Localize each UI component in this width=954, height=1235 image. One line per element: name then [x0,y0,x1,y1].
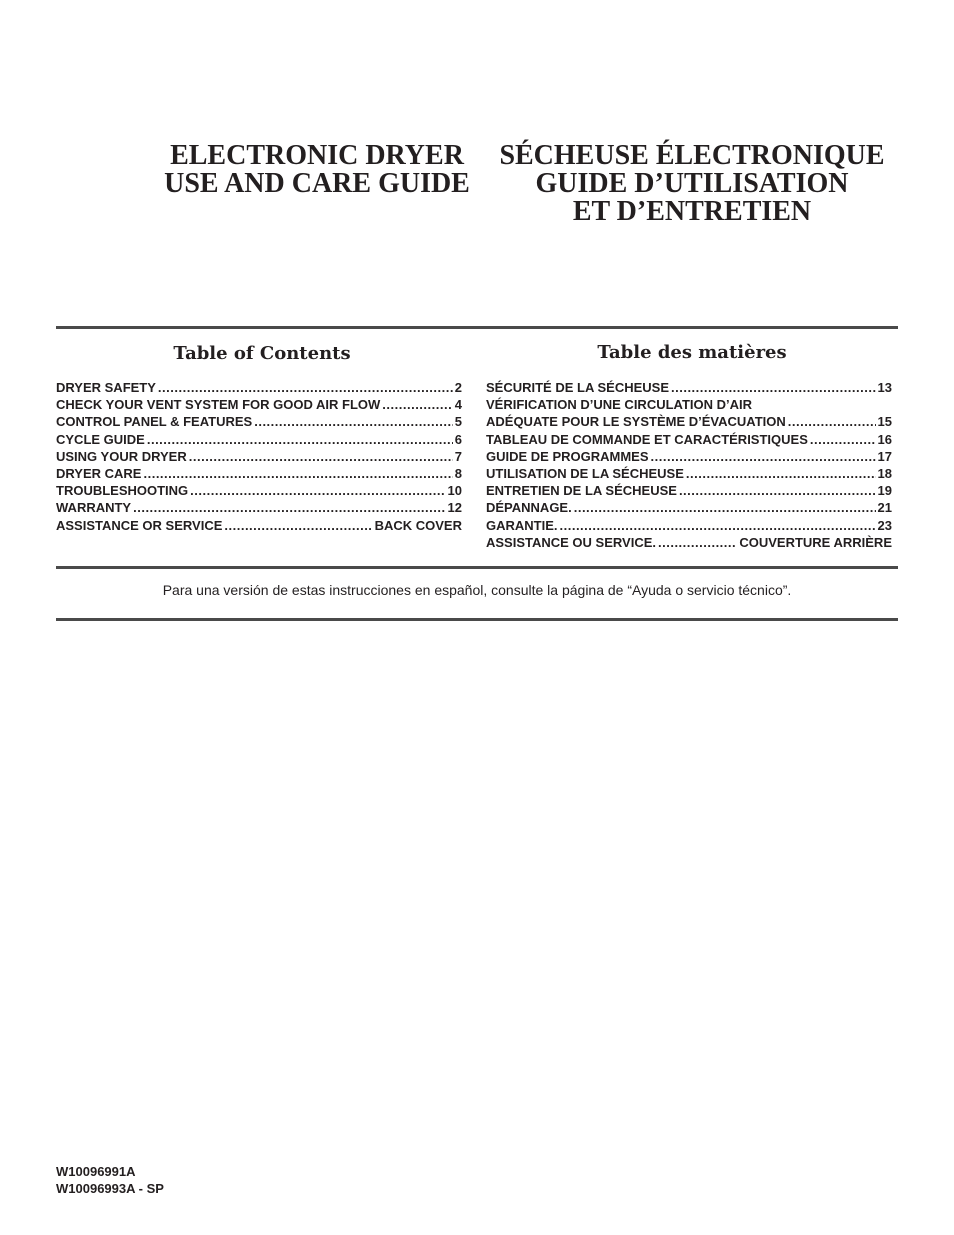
toc-item-page: 13 [877,380,892,395]
part-numbers [56,1163,164,1197]
toc-item[interactable] [486,482,892,499]
part-number-spanish: W10096993A - SP [56,1181,164,1196]
title-french-line-3: ET D’ENTRETIEN [572,196,812,227]
part-number-english-french: W10096991A [56,1164,136,1179]
toc-heading-english: Table of Contents [173,343,351,364]
toc-dot-leader [574,499,876,516]
toc-item-page: 16 [877,431,892,447]
toc-item-page: 8 [454,465,462,481]
toc-dot-leader [686,465,876,482]
toc-item-label: ENTRETIEN DE LA SÉCHEUSE [486,483,677,499]
toc-item-page: 12 [447,500,462,516]
toc-item[interactable] [486,379,892,396]
toc-item-label: WARRANTY [56,500,132,516]
toc-item-page: COUVERTURE ARRIÈRE [739,534,892,550]
toc-item[interactable] [56,465,462,482]
toc-item[interactable] [56,396,462,413]
toc-dot-leader [810,431,876,448]
toc-dot-leader [651,448,876,465]
title-english-line-2: USE AND CARE GUIDE [164,168,470,199]
toc-item[interactable] [56,431,462,448]
toc-item[interactable] [56,482,462,499]
divider-top [56,326,898,329]
toc-item-label: GARANTIE. [486,517,558,533]
toc-item-page: 5 [454,414,462,430]
toc-item-page: 18 [877,465,892,481]
toc-item-label: DRYER SAFETY [56,380,156,395]
toc-item[interactable] [486,499,892,516]
title-french-line-1: SÉCHEUSE ÉLECTRONIQUE [499,140,885,171]
toc-dot-leader [133,499,445,516]
toc-dot-leader [679,482,876,499]
toc-item-label: VÉRIFICATION D’UNE CIRCULATION D’AIR [486,397,753,413]
toc-item-label: TABLEAU DE COMMANDE ET CARACTÉRISTIQUES [486,431,808,447]
toc-item[interactable] [486,465,892,482]
toc-item-label: TROUBLESHOOTING [56,483,189,499]
toc-list-english [56,379,462,534]
toc-item[interactable] [56,379,462,396]
toc-item-page: 7 [454,448,462,464]
toc-item[interactable] [56,413,462,430]
toc-item-label: DÉPANNAGE. [486,500,572,516]
toc-item[interactable] [486,413,892,430]
toc-dot-leader [147,431,453,448]
toc-item-page: 10 [447,483,462,499]
toc-item-label: GUIDE DE PROGRAMMES [486,448,649,464]
toc-item-page: 23 [877,517,892,533]
toc-item[interactable] [486,517,892,534]
toc-item-page: 17 [877,448,892,464]
toc-item-label: USING YOUR DRYER [56,448,187,464]
toc-item-label: CHECK YOUR VENT SYSTEM FOR GOOD AIR FLOW [56,397,381,413]
title-french-line-2: GUIDE D’UTILISATION [535,168,849,199]
toc-dot-leader [224,517,372,534]
toc-item-page: 2 [454,380,462,395]
toc-item-page: BACK COVER [374,517,462,533]
toc-dot-leader [190,482,445,499]
toc-dot-leader [671,379,876,396]
title-english-line-1: ELECTRONIC DRYER [170,140,464,171]
toc-item-label: ASSISTANCE OU SERVICE. [486,534,656,550]
toc-item-label: DRYER CARE [56,465,142,481]
toc-item-label: CYCLE GUIDE [56,431,145,447]
toc-item[interactable] [486,431,892,448]
toc-item[interactable] [56,517,462,534]
toc-dot-leader [189,448,453,465]
toc-list-french [486,379,892,551]
toc-dot-leader [382,396,452,413]
toc-item-label: CONTROL PANEL & FEATURES [56,414,253,430]
toc-item-label: ADÉQUATE POUR LE SYSTÈME D’ÉVACUATION [486,414,786,430]
toc-item-continued[interactable] [486,396,892,413]
toc-dot-leader [158,379,453,396]
toc-item[interactable] [56,499,462,516]
toc-item[interactable] [486,534,892,551]
toc-item-page: 15 [877,414,892,430]
toc-item[interactable] [486,448,892,465]
spanish-version-note: Para una versión de estas instrucciones en español, consulte la página de “Ayuda o servicio técnico”. [162,582,792,598]
divider-middle [56,566,898,569]
toc-item-label: ASSISTANCE OR SERVICE [56,517,223,533]
toc-item-page: 21 [877,500,892,516]
toc-dot-leader [658,534,737,551]
toc-dot-leader [254,413,453,430]
toc-item-page: 6 [454,431,462,447]
toc-item-label: UTILISATION DE LA SÉCHEUSE [486,465,684,481]
toc-dot-leader [143,465,452,482]
toc-item-page: 19 [877,483,892,499]
toc-item-page: 4 [454,397,462,413]
toc-dot-leader [560,517,876,534]
toc-heading-french: Table des matières [597,342,787,363]
toc-item-label: SÉCURITÉ DE LA SÉCHEUSE [486,380,669,395]
title-french [462,142,922,226]
toc-dot-leader [788,413,876,430]
toc-item[interactable] [56,448,462,465]
divider-bottom [56,618,898,621]
